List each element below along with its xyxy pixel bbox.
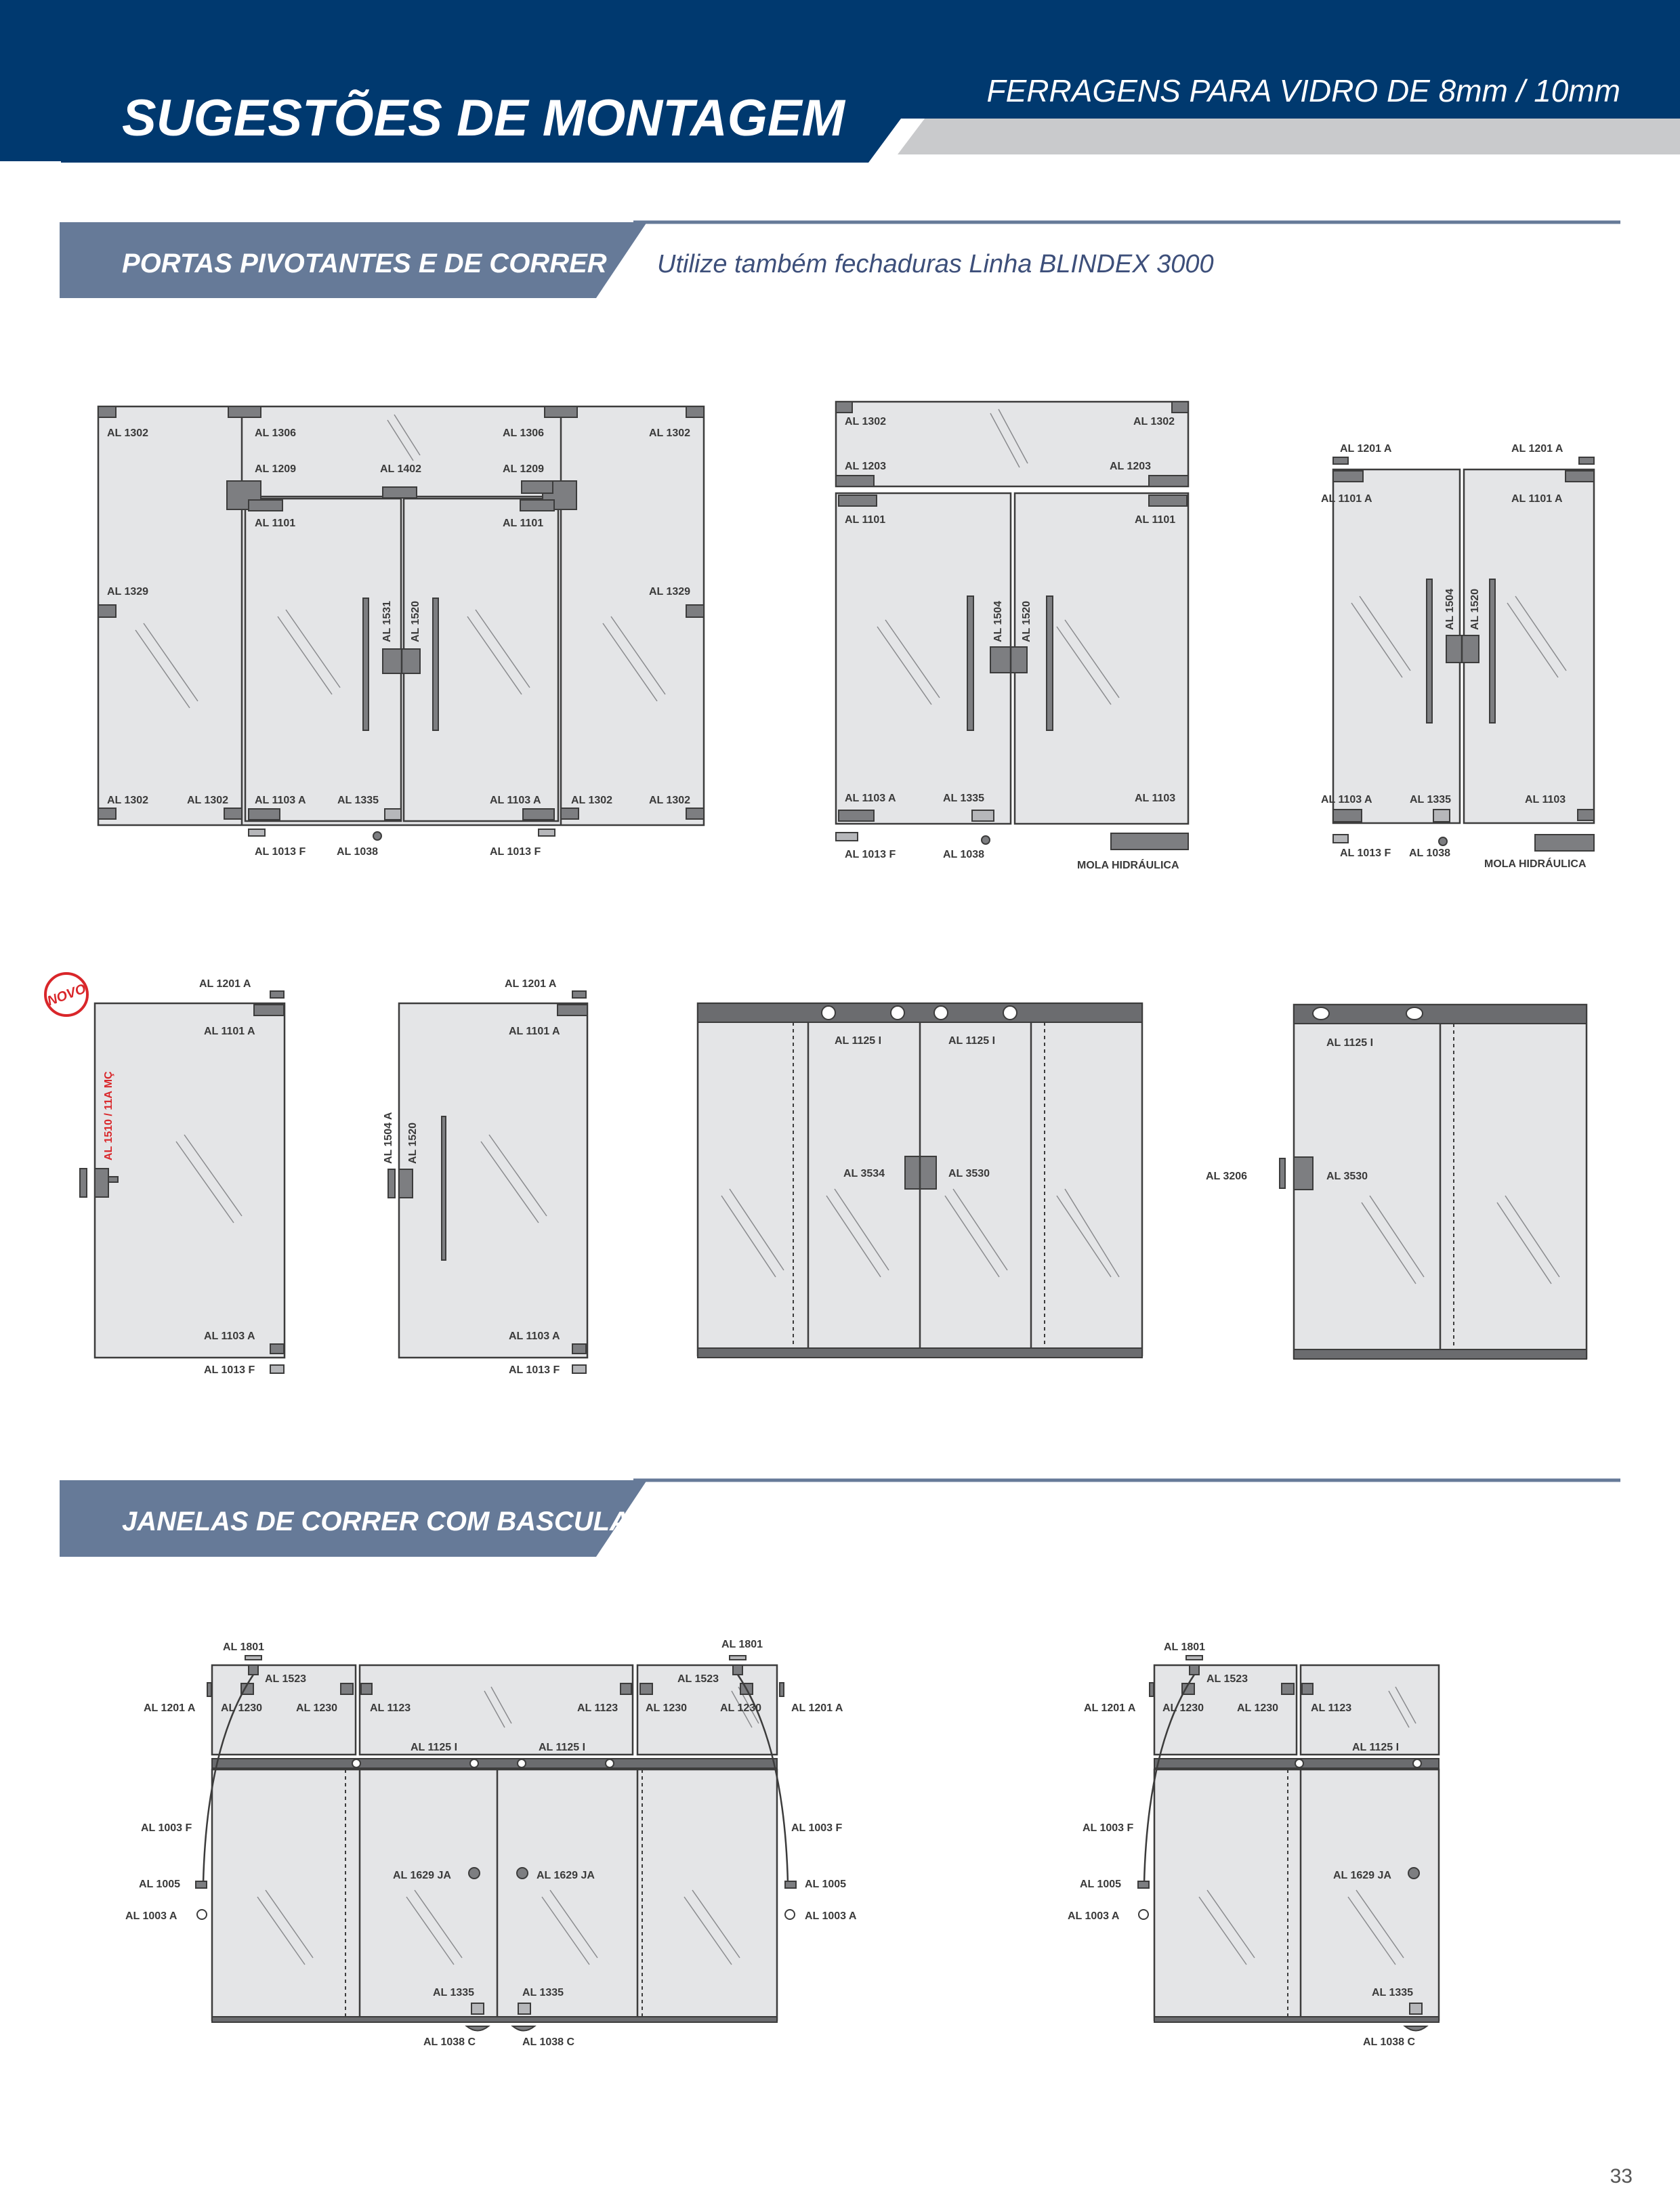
page-subtitle: FERRAGENS PARA VIDRO DE 8mm / 10mm [986, 73, 1620, 108]
label: AL 1523 [1206, 1673, 1248, 1685]
hydraulic-spring [1111, 833, 1188, 850]
label: AL 1013 F [845, 849, 896, 860]
roller-al1125i [1313, 1007, 1329, 1020]
label: AL 1201 A [1511, 443, 1563, 455]
hw-al1302 [836, 402, 852, 413]
label: AL 1520 [407, 1122, 419, 1164]
roller-al1125i [352, 1759, 360, 1767]
hw-al1302 [686, 406, 704, 417]
section-windows-header [60, 1480, 1620, 1557]
hw-al1335 [972, 810, 994, 821]
hw-al1101 [839, 495, 877, 506]
door-panel [399, 1003, 587, 1358]
label: AL 1125 I [411, 1742, 458, 1753]
label: AL 1520 [1469, 588, 1481, 630]
hw-al1038 [373, 832, 381, 840]
label-new: AL 1510 / 11A MÇ [103, 1071, 114, 1160]
label: AL 1801 [223, 1641, 265, 1653]
label: AL 1520 [1021, 600, 1032, 642]
hw-al1201a [1333, 457, 1348, 464]
label: AL 1201 A [505, 978, 557, 990]
hw-al1103a [1333, 810, 1362, 822]
hw-al1209-top [522, 481, 553, 493]
label: AL 1302 [187, 795, 229, 806]
label: AL 1038 [1409, 847, 1451, 859]
label: AL 1302 [107, 427, 149, 439]
hw-al1123 [621, 1683, 631, 1694]
hw-al1335 [1433, 810, 1450, 822]
label: AL 1302 [107, 795, 149, 806]
label: AL 1038 C [522, 2036, 575, 2048]
bottom-rail [698, 1348, 1142, 1358]
label: AL 1335 [1372, 1987, 1414, 1998]
diagram-sliding-four-panels [698, 1003, 1142, 1358]
label: AL 1230 [296, 1702, 338, 1714]
label: AL 1523 [677, 1673, 719, 1685]
pull-handle-icon [442, 1116, 446, 1260]
hw-al1201a [780, 1683, 784, 1696]
new-badge [45, 973, 88, 1015]
hw-al1103a [839, 810, 874, 821]
label: AL 3206 [1206, 1171, 1248, 1182]
hw-al1003a [197, 1910, 207, 1919]
label: AL 1038 [943, 849, 985, 860]
hw-al1101a [1333, 471, 1363, 482]
label: AL 1504 [1444, 588, 1456, 630]
label: AL 1123 [577, 1702, 618, 1714]
label: AL 1101 [255, 518, 296, 529]
roller-al1125i [606, 1759, 614, 1767]
hw-al1038c [1405, 2026, 1427, 2031]
label: AL 1123 [1311, 1702, 1352, 1714]
label: AL 1003 F [791, 1822, 843, 1834]
hw-al1103a [249, 809, 280, 820]
hw-al1306 [545, 406, 577, 417]
label: AL 3530 [1326, 1171, 1368, 1182]
label: MOLA HIDRÁULICA [1077, 860, 1179, 871]
hw-al1302 [98, 406, 116, 417]
hw-al1302 [686, 808, 704, 819]
diagram-single-door-lock [45, 973, 285, 1376]
section-note: Utilize também fechaduras Linha BLINDEX 3000 [657, 250, 1214, 278]
hw-al1101a [558, 1005, 587, 1015]
label: AL 1103 A [490, 795, 541, 806]
label: AL 1302 [845, 416, 887, 427]
label: AL 3530 [948, 1168, 990, 1179]
label: AL 1101 A [1511, 493, 1563, 505]
hw-al1038c [513, 2026, 534, 2031]
label: AL 1335 [433, 1987, 475, 1998]
label: AL 1103 A [845, 793, 896, 804]
label: AL 1523 [265, 1673, 307, 1685]
hw-al1013f [1333, 835, 1348, 843]
label: AL 1302 [649, 427, 691, 439]
hw-al1203 [1149, 476, 1188, 486]
door-panel [95, 1003, 285, 1358]
label: AL 1013 F [255, 846, 306, 858]
sliding-area [1154, 1769, 1439, 2020]
label: AL 1306 [503, 427, 545, 439]
label: AL 1005 [1080, 1879, 1122, 1890]
label: AL 1629 JA [393, 1870, 451, 1881]
label: AL 1125 I [948, 1035, 996, 1047]
hw-al1306 [228, 406, 261, 417]
hw-al1101 [1149, 495, 1187, 506]
pull-handle-icon [967, 596, 973, 730]
roller-al1125i [518, 1759, 526, 1767]
label: AL 1013 F [204, 1364, 255, 1376]
label: AL 1103 A [255, 795, 306, 806]
hw-al1523 [1190, 1665, 1199, 1675]
label: AL 1103 [1525, 794, 1566, 805]
hw-al1302 [98, 808, 116, 819]
label: AL 1003 A [125, 1910, 177, 1922]
pull-handle-icon [433, 598, 438, 730]
label: AL 1520 [410, 600, 421, 642]
lock-lever-icon [108, 1177, 118, 1182]
hw-al1101 [249, 500, 282, 511]
lock-knob-al3206 [1280, 1158, 1285, 1188]
label: AL 1003 F [1083, 1822, 1134, 1834]
label: AL 1101 [1135, 514, 1176, 526]
label: AL 1329 [107, 586, 149, 598]
hw-al1038c [467, 2026, 488, 2031]
label: AL 1101 A [204, 1026, 255, 1037]
roller-al1125i [1295, 1759, 1303, 1767]
label: AL 1306 [255, 427, 297, 439]
label: AL 1335 [1410, 794, 1452, 805]
label: AL 1209 [503, 463, 545, 475]
hw-al1013f [572, 1365, 586, 1373]
label: AL 1013 F [490, 846, 541, 858]
label: AL 1203 [845, 461, 887, 472]
hw-al1013f [539, 829, 555, 836]
hw-al1201a [270, 991, 284, 998]
label: AL 1801 [721, 1639, 763, 1650]
label: AL 1101 [503, 518, 544, 529]
hw-al1801 [245, 1656, 261, 1660]
label: AL 1123 [370, 1702, 411, 1714]
label: AL 1504 A [383, 1112, 394, 1164]
label: AL 1230 [646, 1702, 688, 1714]
label: AL 1003 F [141, 1822, 192, 1834]
hw-al1013f [249, 829, 265, 836]
diagram-double-pivot-with-sidelights [98, 406, 704, 858]
door-left [836, 493, 1011, 824]
header-gray-stripe [898, 119, 1680, 154]
label: AL 1003 A [805, 1910, 857, 1922]
roller-al1125i [470, 1759, 478, 1767]
new-badge-text: NOVO [45, 981, 88, 1009]
hw-al1335 [518, 2003, 530, 2014]
label: AL 1629 JA [1333, 1870, 1391, 1881]
label: AL 1013 F [1340, 847, 1391, 859]
hw-al1123 [1302, 1683, 1313, 1694]
hw-al1801 [1186, 1656, 1202, 1660]
top-rail [698, 1003, 1142, 1022]
hw-al1329 [98, 605, 116, 617]
lock-al1504a [399, 1169, 413, 1198]
hw-al1101a [1566, 471, 1594, 482]
pull-handle-icon [1047, 596, 1053, 730]
hw-al1201a [572, 991, 586, 998]
label: AL 1230 [221, 1702, 263, 1714]
hw-al1230 [640, 1683, 652, 1694]
label: AL 1101 A [509, 1026, 560, 1037]
label: AL 1302 [571, 795, 613, 806]
label: AL 1005 [139, 1879, 181, 1890]
hw-al1101 [520, 500, 554, 511]
hw-al1013f [270, 1365, 284, 1373]
label: AL 1101 [845, 514, 886, 526]
hw-al1629ja [469, 1868, 480, 1879]
section-title-windows: JANELAS DE CORRER COM BASCULANTE [122, 1507, 684, 1536]
hw-al1629ja [517, 1868, 528, 1879]
hw-al1005 [785, 1881, 796, 1888]
hw-al1101a [254, 1005, 284, 1015]
hw-al1335 [1410, 2003, 1422, 2014]
pull-handle-icon [363, 598, 369, 730]
hw-al1003a [1139, 1910, 1148, 1919]
page-header [0, 0, 1680, 163]
label: AL 1125 I [1326, 1037, 1374, 1049]
hw-al1523 [249, 1665, 258, 1675]
label: AL 1801 [1164, 1641, 1206, 1653]
bottom-rail [1294, 1349, 1587, 1359]
lock-knob-icon [388, 1169, 395, 1198]
roller-al1125i [891, 1006, 904, 1020]
lock-al3530 [1294, 1157, 1313, 1190]
door-left [1333, 469, 1460, 823]
hw-al1629ja [1408, 1868, 1419, 1879]
label: AL 1230 [720, 1702, 762, 1714]
hydraulic-spring [1535, 835, 1594, 851]
hw-al1201a [207, 1683, 211, 1696]
page-title: SUGESTÕES DE MONTAGEM [122, 89, 845, 147]
middle-rail [212, 1759, 777, 1768]
label: AL 1201 A [1340, 443, 1392, 455]
label: AL 1103 A [509, 1331, 560, 1342]
label: AL 1103 A [204, 1331, 255, 1342]
hw-al1003a [785, 1910, 795, 1919]
pull-handle-icon [1490, 579, 1495, 723]
label: AL 1038 C [423, 2036, 476, 2048]
pull-handle-icon [1427, 579, 1432, 723]
diagram-window-four-panels [125, 1639, 857, 2048]
hw-al1329 [686, 605, 704, 617]
label: AL 1203 [1110, 461, 1152, 472]
label: MOLA HIDRÁULICA [1484, 858, 1587, 870]
label: AL 1013 F [509, 1364, 560, 1376]
door-right [1015, 493, 1188, 824]
hw-al1013f [836, 833, 858, 841]
label: AL 1504 [992, 600, 1004, 642]
label: AL 1335 [337, 795, 379, 806]
label: AL 1209 [255, 463, 297, 475]
diagram-single-door-handle [383, 978, 587, 1376]
hw-al1005 [196, 1881, 207, 1888]
hw-al1302 [1172, 402, 1188, 413]
page-number: 33 [1610, 2165, 1633, 2187]
roller-al1125i [1413, 1759, 1421, 1767]
label: AL 1201 A [199, 978, 251, 990]
label: AL 1125 I [1352, 1742, 1400, 1753]
hw-al1201a [1150, 1683, 1154, 1696]
hw-al1201a [1579, 457, 1594, 464]
label: AL 1335 [943, 793, 985, 804]
label: AL 1629 JA [537, 1870, 595, 1881]
roller-al1125i [1003, 1006, 1017, 1020]
hw-al1123 [361, 1683, 372, 1694]
section-doors-header [60, 222, 1620, 298]
lock-al1520 [990, 647, 1027, 673]
hw-al1103a [270, 1344, 284, 1354]
label: AL 1302 [649, 795, 691, 806]
hw-al1103 [1578, 810, 1594, 820]
diagram-double-door-transom [836, 402, 1188, 871]
hw-al1103a [572, 1344, 586, 1354]
hw-al1103a [523, 809, 554, 820]
diagram-double-door [1321, 443, 1594, 870]
roller-al1125i [1406, 1007, 1423, 1020]
label: AL 1101 A [1321, 493, 1372, 505]
label: AL 1230 [1237, 1702, 1279, 1714]
hw-al1402 [383, 487, 417, 498]
label: AL 1003 A [1068, 1910, 1120, 1922]
label: AL 1201 A [791, 1702, 843, 1714]
hw-al1038 [982, 836, 990, 844]
top-rail [1294, 1005, 1587, 1024]
hw-al1523 [733, 1665, 742, 1675]
label: AL 1038 C [1363, 2036, 1416, 2048]
hw-al1038 [1439, 837, 1447, 845]
label: AL 1335 [522, 1987, 564, 1998]
roller-al1125i [934, 1006, 948, 1020]
door-right [1464, 469, 1594, 823]
diagram-window-two-panels [1068, 1641, 1439, 2048]
label: AL 3534 [843, 1168, 885, 1179]
hw-al1335 [471, 2003, 484, 2014]
sliding-area [212, 1769, 777, 2020]
lock-knob-icon [80, 1169, 87, 1197]
label: AL 1201 A [144, 1702, 196, 1714]
hw-al1005 [1138, 1881, 1149, 1888]
hw-al1801 [730, 1656, 746, 1660]
section-title-doors: PORTAS PIVOTANTES E DE CORRER [122, 249, 607, 278]
bottom-rail [212, 2017, 777, 2022]
label: AL 1005 [805, 1879, 847, 1890]
roller-al1125i [822, 1006, 835, 1020]
label: AL 1329 [649, 586, 691, 598]
lock-al1510 [95, 1169, 108, 1197]
hw-al1203 [836, 476, 874, 486]
hw-al1302 [224, 808, 242, 819]
label: AL 1531 [381, 600, 393, 642]
bottom-rail [1154, 2017, 1439, 2022]
label: AL 1302 [1133, 416, 1175, 427]
label: AL 1103 [1135, 793, 1176, 804]
hw-al1335 [385, 809, 401, 820]
glass-transom [836, 402, 1188, 486]
label: AL 1402 [380, 463, 422, 475]
label: AL 1103 A [1321, 794, 1372, 805]
label: AL 1125 I [835, 1035, 882, 1047]
diagram-sliding-two-panels [1206, 1005, 1587, 1359]
label: AL 1038 [337, 846, 379, 858]
label: AL 1201 A [1084, 1702, 1136, 1714]
label: AL 1230 [1162, 1702, 1204, 1714]
hw-al1230 [341, 1683, 353, 1694]
hw-al1230 [1282, 1683, 1294, 1694]
hw-al1302 [561, 808, 579, 819]
label: AL 1125 I [539, 1742, 586, 1753]
